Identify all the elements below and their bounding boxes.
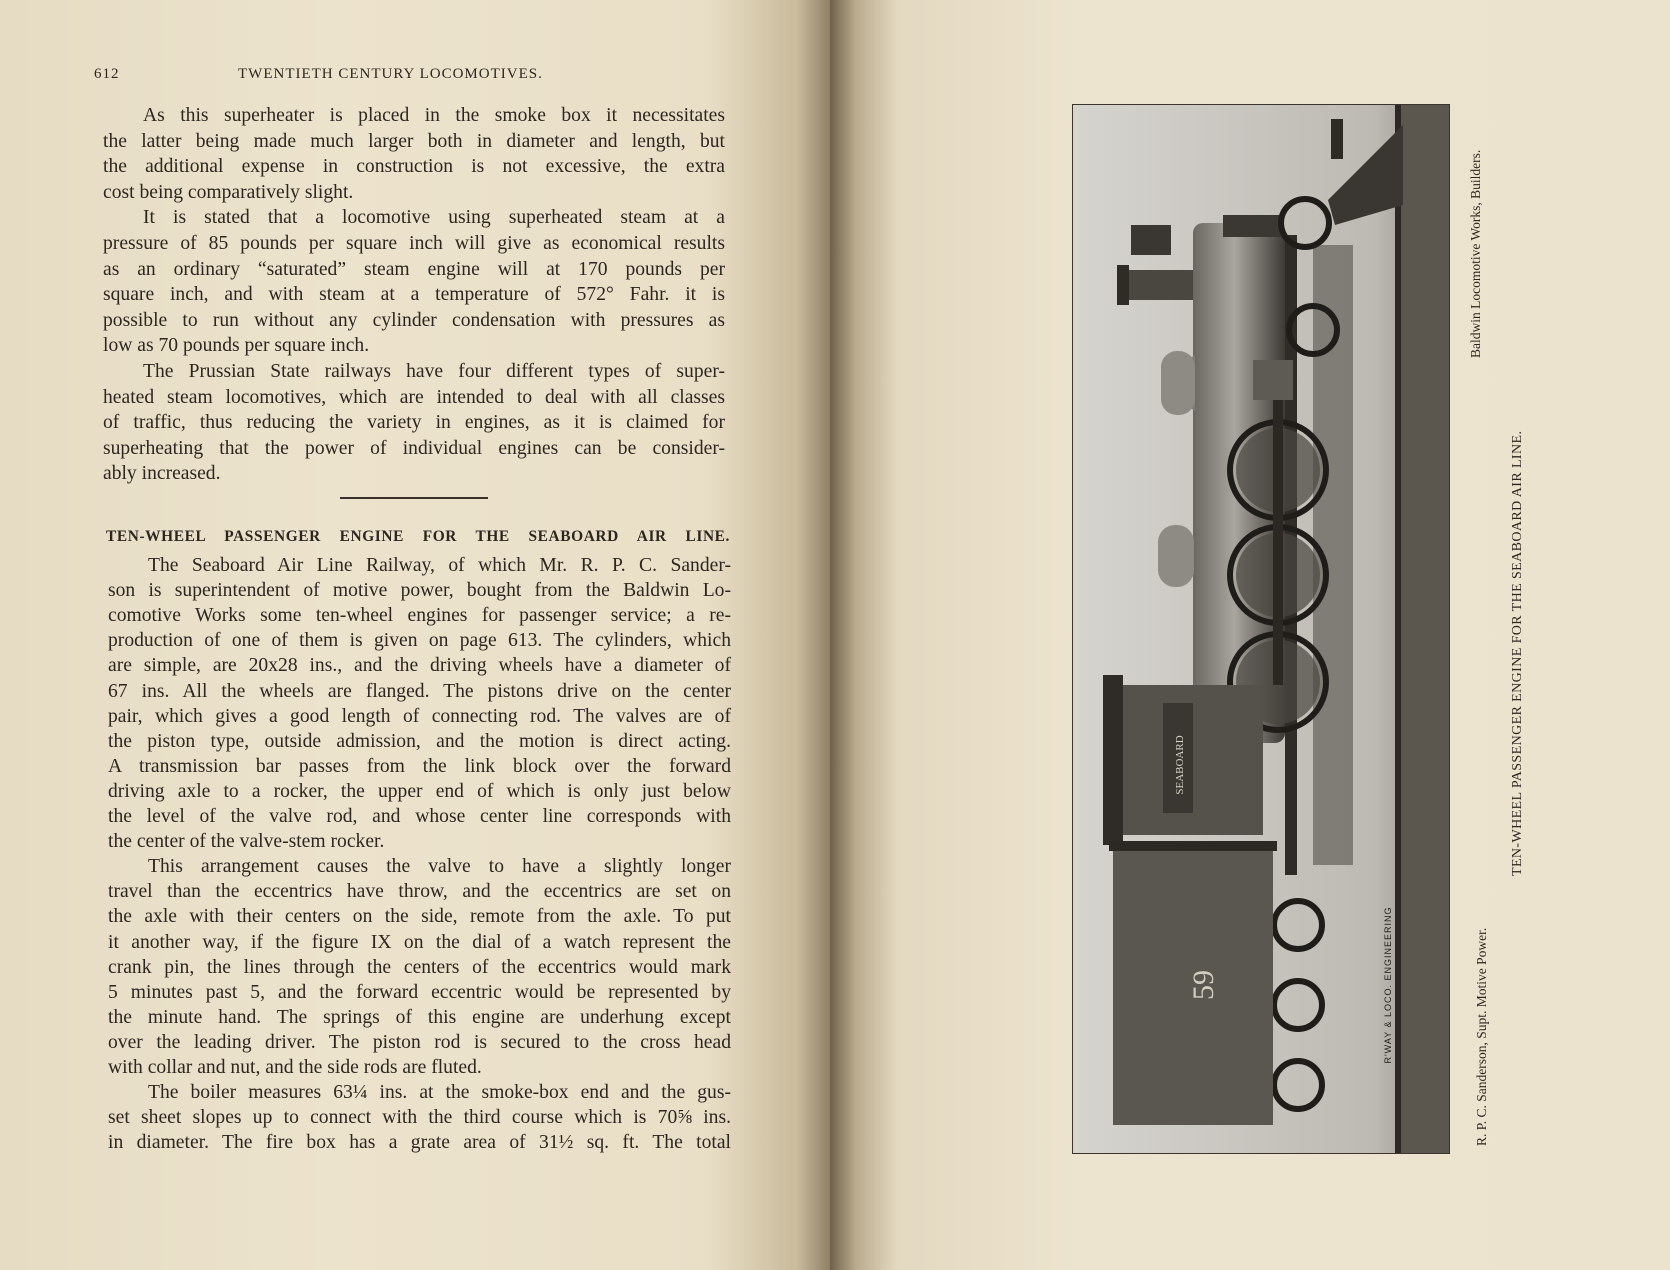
text-line: over the leading driver. The piston rod is secured to the cross head [108, 1031, 731, 1053]
text-line: A transmission bar passes from the link block over the forward [108, 755, 731, 777]
text-line: It is stated that a locomotive using superheated steam at a [143, 207, 725, 229]
running-title: TWENTIETH CENTURY LOCOMOTIVES. [238, 66, 543, 82]
text-line: ably increased. [103, 463, 221, 485]
text-line: pair, which gives a good length of connecting rod. The valves are of [108, 705, 731, 727]
text-line: The Prussian State railways have four different types of super- [143, 361, 725, 382]
text-line: the axle with their centers on the side, remote from the axle. To put [108, 906, 731, 928]
text-line: The boiler measures 63¼ ins. at the smoke-box end and the gus- [148, 1082, 731, 1104]
engraver-credit: R'WAY & LOCO. ENGINEERING [1383, 906, 1393, 1064]
text-line: cost being comparatively slight. [103, 181, 354, 203]
text-line: as an ordinary “saturated” steam engine will at 170 pounds per [103, 258, 725, 280]
text-line: are simple, are 20x28 ins., and the driving wheels have a diameter of [108, 655, 731, 677]
figure-caption: TEN-WHEEL PASSENGER ENGINE FOR THE SEABOARD AIR LINE. [1510, 430, 1525, 876]
text-line: crank pin, the lines through the centers of the eccentrics would mark [108, 956, 731, 978]
text-line: travel than the eccentrics have throw, and the eccentrics are set on [108, 881, 731, 903]
text-line: possible to run without any cylinder condensation with pressures as [103, 309, 725, 331]
text-line: the additional expense in construction is not excessive, the extra [103, 156, 725, 178]
text-line: of traffic, thus reducing the variety in engines, as it is claimed for [103, 412, 725, 434]
text-line: square inch, and with steam at a temperature of 572° Fahr. it is [103, 284, 725, 306]
text-line: the piston type, outside admission, and the motion is direct acting. [108, 730, 731, 752]
text-line: the latter being made much larger both in diameter and length, but [103, 130, 725, 152]
text-line: heated steam locomotives, which are intended to deal with all classes [103, 386, 725, 408]
text-line: As this superheater is placed in the smoke box it necessitates [143, 105, 725, 126]
text-line: in diameter. The fire box has a grate area of 31½ sq. ft. The total [108, 1132, 731, 1154]
section-divider-rule [340, 497, 488, 499]
text-line: the level of the valve rod, and whose center line corresponds with [108, 806, 731, 827]
text-line: superheating that the power of individual engines can be consider- [103, 437, 725, 459]
text-line: The Seaboard Air Line Railway, of which Mr. R. P. C. Sander- [148, 555, 731, 576]
page-number: 612 [94, 66, 120, 82]
text-line: driving axle to a rocker, the upper end of which is only just below [108, 780, 731, 802]
locomotive-photograph-plate [1072, 104, 1450, 1154]
builder-credit: Baldwin Locomotive Works, Builders. [1468, 149, 1483, 358]
locomotive-illustration [1073, 105, 1449, 1153]
text-line: low as 70 pounds per square inch. [103, 335, 370, 357]
text-line: 5 minutes past 5, and the forward eccentric would be represented by [108, 981, 731, 1003]
text-line: This arrangement causes the valve to have a slightly longer [148, 856, 731, 878]
text-line: pressure of 85 pounds per square inch will give as economical results [103, 233, 725, 254]
text-line: production of one of them is given on page 613. The cylinders, which [108, 630, 731, 652]
superintendent-credit: R. P. C. Sanderson, Supt. Motive Power. [1474, 927, 1489, 1146]
text-line: with collar and nut, and the side rods are fluted. [108, 1057, 482, 1078]
text-line: comotive Works some ten-wheel engines for passenger service; a re- [108, 605, 731, 627]
text-line: son is superintendent of motive power, bought from the Baldwin Lo- [108, 580, 731, 602]
text-line: it another way, if the figure IX on the dial of a watch represent the [108, 931, 731, 953]
text-line: the center of the valve-stem rocker. [108, 831, 385, 853]
section-heading: TEN-WHEEL PASSENGER ENGINE FOR THE SEABOARD AIR LINE. [106, 528, 730, 545]
text-line: 67 ins. All the wheels are flanged. The pistons drive on the center [108, 680, 731, 702]
text-line: set sheet slopes up to connect with the third course which is 70⅝ ins. [108, 1107, 731, 1129]
tender-number: 59 [1187, 970, 1220, 1000]
cab-lettering: SEABOARD [1174, 735, 1186, 795]
text-line: the minute hand. The springs of this engine are underhung except [108, 1006, 731, 1028]
